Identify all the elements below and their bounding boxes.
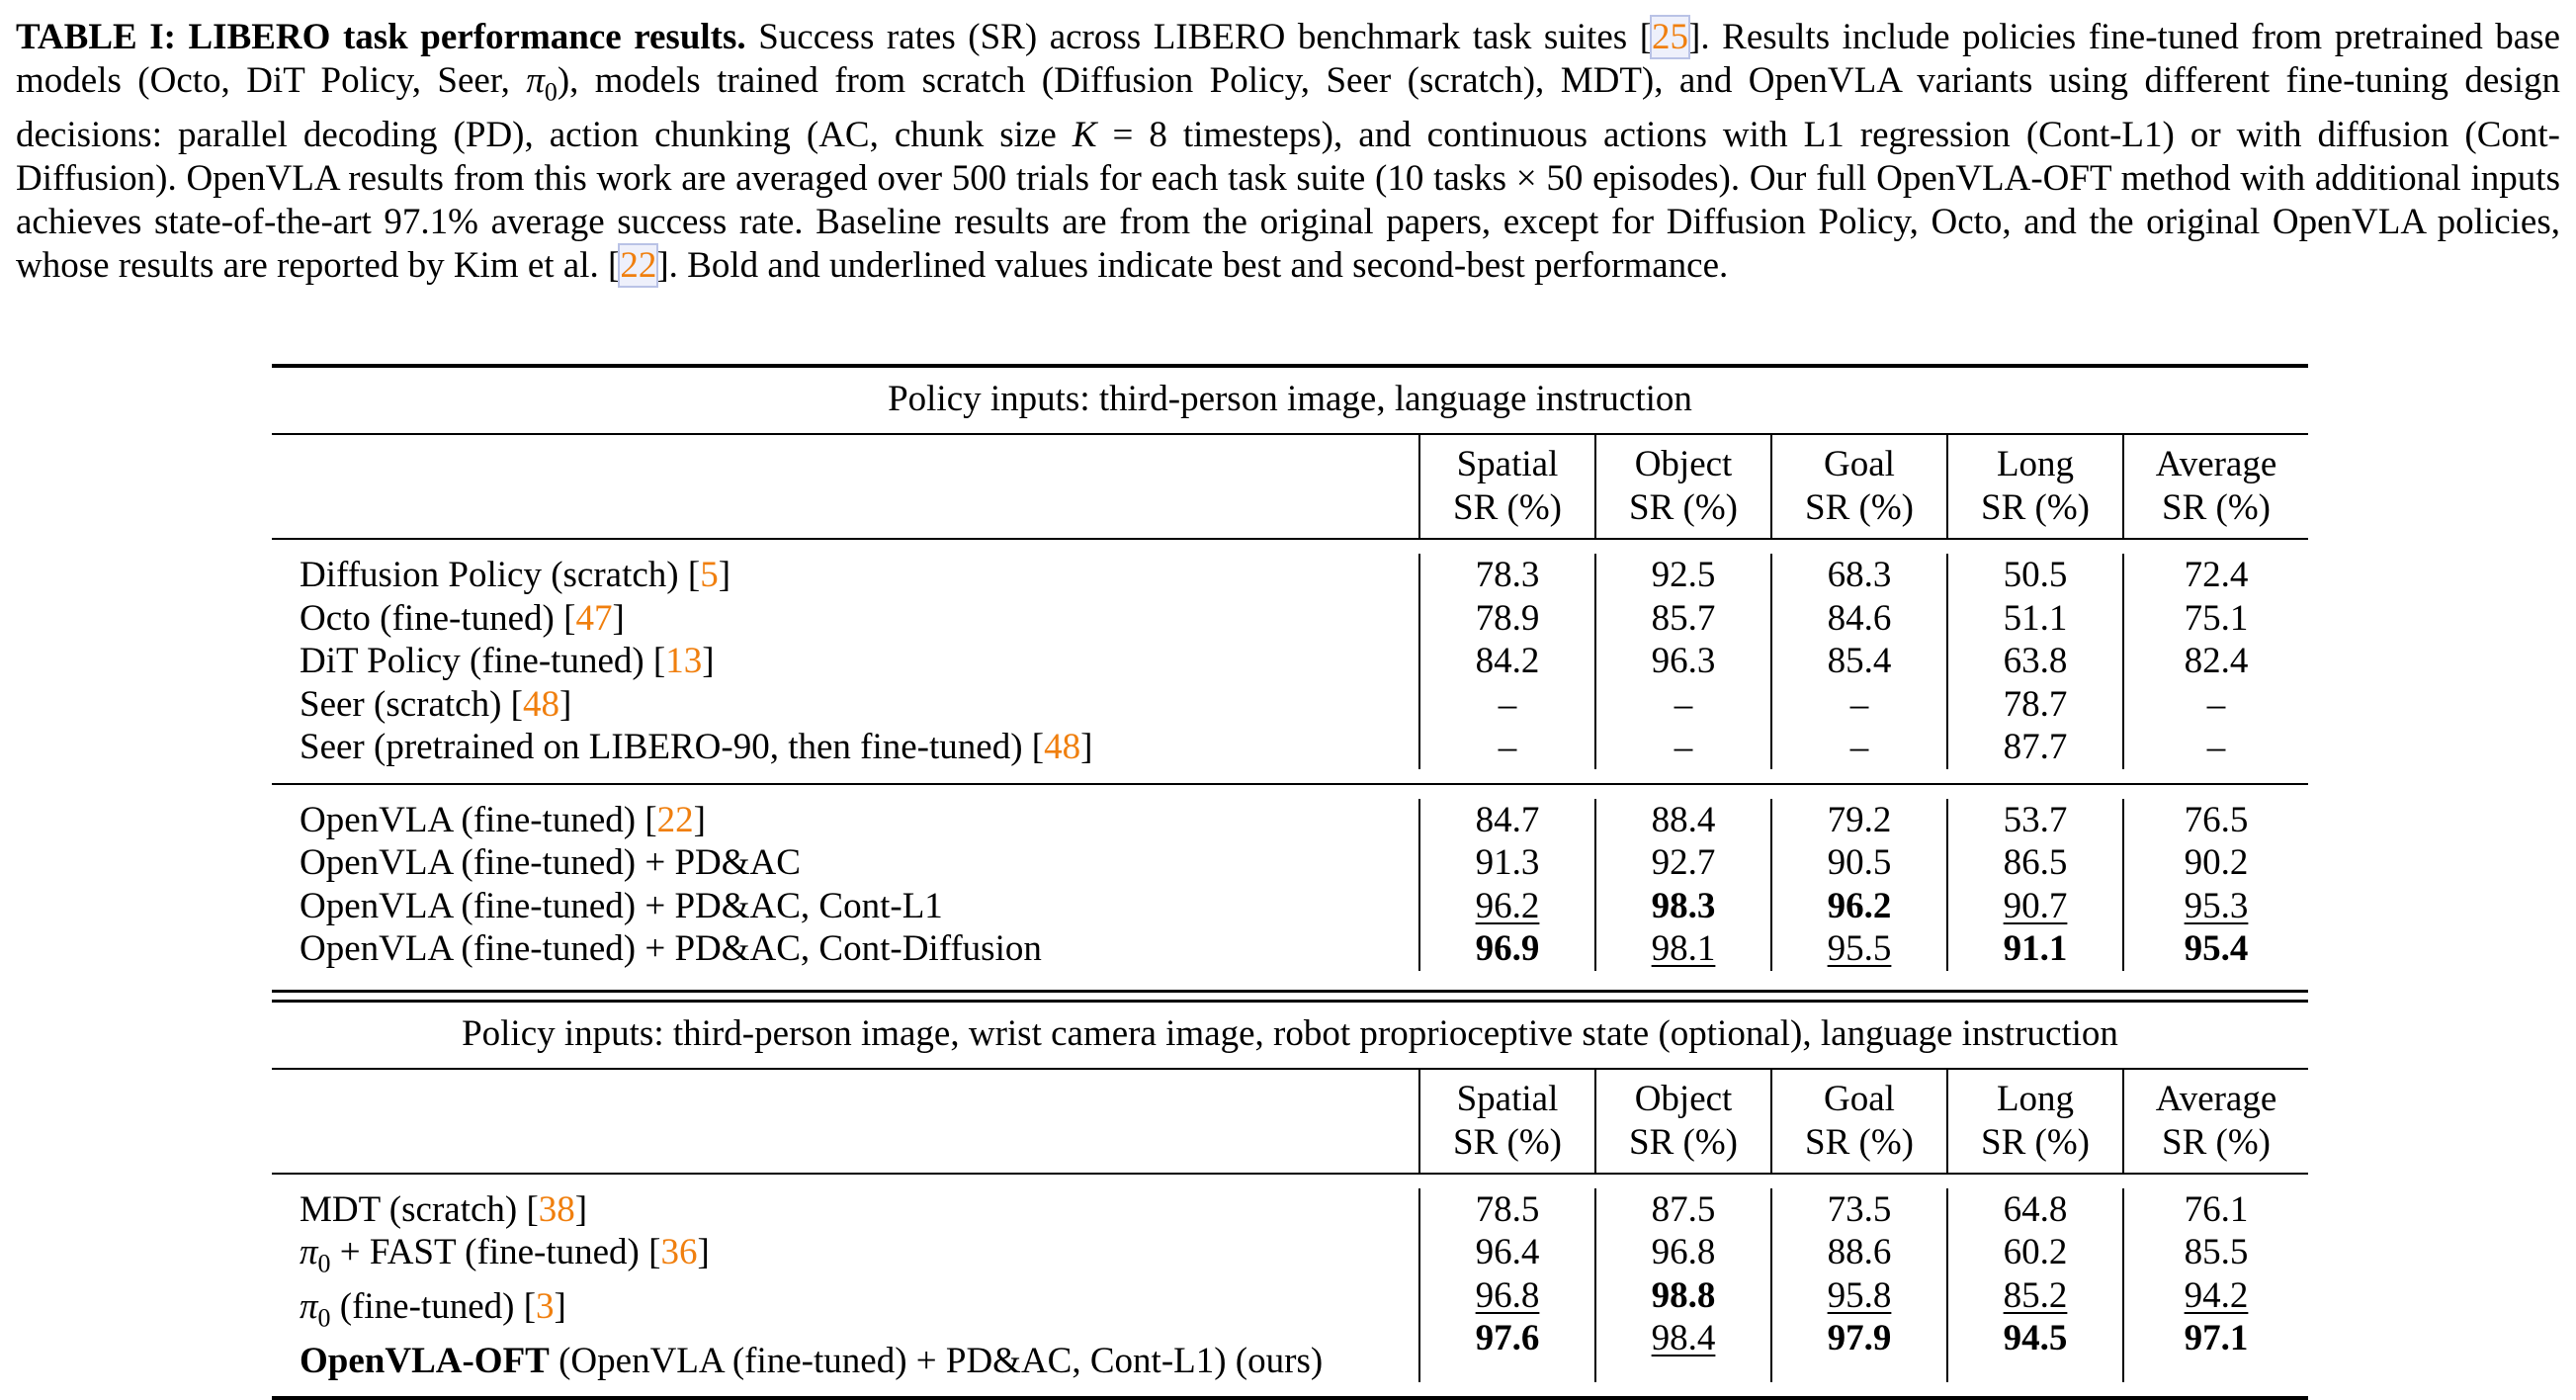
table-cell: [1948, 1274, 2122, 1318]
value-column: [1946, 554, 2122, 769]
value-column: [1418, 1188, 1594, 1383]
cell-value: 76.1: [2184, 1188, 2249, 1230]
table-cell: [1596, 726, 1770, 769]
table-cell: [1948, 597, 2122, 641]
cell-value: 98.4: [1651, 1318, 1716, 1358]
citation-link[interactable]: 3: [536, 1285, 555, 1327]
table-cell: [1420, 597, 1594, 641]
cell-value: 60.2: [2003, 1232, 2068, 1272]
cell-value: 76.5: [2184, 799, 2249, 840]
value-column: [1594, 799, 1770, 971]
table-cell: [1948, 799, 2122, 842]
method-name: Octo (fine-tuned) [: [300, 597, 576, 639]
cell-value: 87.7: [2003, 727, 2068, 767]
table-cell: [2124, 726, 2308, 769]
method-name: Diffusion Policy (scratch) [: [300, 555, 701, 595]
value-column: [2122, 799, 2308, 971]
column-header: [1594, 435, 1770, 538]
table-cell: [1420, 799, 1594, 842]
table-cell: [1596, 799, 1770, 842]
table-cell: [1772, 1188, 1946, 1232]
table-cell: [1948, 1231, 2122, 1274]
table-cell: [1772, 597, 1946, 641]
column-header: [1946, 435, 2122, 538]
method-name: + FAST (fine-tuned) [: [330, 1232, 661, 1272]
column-header: [1946, 1070, 2122, 1173]
table-cell: [1596, 1274, 1770, 1318]
cell-value: 84.7: [1475, 799, 1540, 840]
column-header: [1418, 435, 1594, 538]
table-cell: [1420, 885, 1594, 928]
cell-value: 64.8: [2003, 1188, 2068, 1230]
table-cell: [1420, 1231, 1594, 1274]
table-cell: [1596, 1317, 1770, 1360]
cell-value: 88.6: [1827, 1232, 1892, 1272]
table-cell: [1596, 841, 1770, 885]
method-name-bold: OpenVLA-OFT: [300, 1340, 550, 1381]
cell-value: 78.3: [1475, 555, 1540, 595]
cell-value: 91.3: [1475, 842, 1540, 883]
method-name: MDT (scratch) [: [300, 1188, 539, 1230]
value-column: [1946, 1188, 2122, 1383]
table-cell: [1772, 640, 1946, 683]
row-label: [272, 683, 1418, 727]
table-cell: [1948, 554, 2122, 597]
table-cell: [1772, 1317, 1946, 1360]
cell-value: 97.6: [1475, 1318, 1540, 1358]
table-cell: [1420, 841, 1594, 885]
row-label: [272, 554, 1418, 597]
value-column: [1594, 1188, 1770, 1383]
value-column: [1770, 1188, 1946, 1383]
method-name: (fine-tuned) [: [330, 1285, 537, 1327]
row-label: [272, 1285, 1418, 1340]
row-label: [272, 1231, 1418, 1285]
cell-value: 95.3: [2184, 885, 2249, 926]
section1-group2: [272, 785, 2308, 985]
column-header-line2: SR (%): [1629, 487, 1738, 528]
row-label: [272, 841, 1418, 885]
cell-value: 94.5: [2003, 1318, 2068, 1358]
table-cell: [1596, 927, 1770, 971]
cell-value: 73.5: [1827, 1188, 1892, 1230]
column-header: [1770, 1070, 1946, 1173]
table-cell: [1948, 726, 2122, 769]
citation-close: ]: [718, 555, 731, 595]
method-name: OpenVLA (fine-tuned) + PD&AC: [300, 842, 801, 883]
citation-link[interactable]: 5: [700, 555, 719, 595]
cell-value: 90.5: [1827, 842, 1892, 883]
cell-value: 98.1: [1651, 928, 1716, 969]
table-bottom-rule: [272, 1396, 2308, 1400]
value-column: [2122, 1188, 2308, 1383]
table-cell: [2124, 1274, 2308, 1318]
cell-value: 86.5: [2003, 842, 2068, 883]
cell-value: 96.2: [1475, 885, 1540, 926]
table-cell: [2124, 1317, 2308, 1360]
section1-title: Policy inputs: third-person image, language instruction: [888, 379, 1692, 419]
cell-value: 85.4: [1827, 641, 1892, 681]
column-header-line2: SR (%): [1453, 1121, 1562, 1163]
table-cell: [1596, 885, 1770, 928]
pi-symbol: $\pi_0$: [300, 1232, 331, 1278]
cell-value: 84.6: [1827, 597, 1892, 639]
table-cell: [1772, 1231, 1946, 1274]
cell-value: 68.3: [1827, 555, 1892, 595]
table-cell: [1420, 640, 1594, 683]
citation-link[interactable]: 36: [660, 1232, 698, 1272]
column-header-line1: Long: [1996, 444, 2075, 484]
column-header: [1594, 1070, 1770, 1173]
cell-value: 96.8: [1475, 1274, 1540, 1316]
table-cell: [1948, 927, 2122, 971]
pi-symbol: $\pi_0$: [526, 60, 558, 107]
results-table: [272, 364, 2308, 1400]
cell-value: 96.2: [1827, 885, 1892, 926]
cell-value: 96.4: [1475, 1232, 1540, 1272]
column-header-line1: Spatial: [1456, 444, 1559, 484]
citation-close: ]: [554, 1285, 566, 1327]
column-header-line2: SR (%): [1805, 487, 1914, 528]
column-header-line2: SR (%): [2162, 487, 2271, 528]
column-header-line2: SR (%): [2162, 1121, 2271, 1163]
value-column: [2122, 554, 2308, 769]
table-cell: [1596, 683, 1770, 727]
cell-value: –: [2206, 727, 2226, 767]
table-cell: [1772, 554, 1946, 597]
citation-link[interactable]: 13: [665, 641, 703, 681]
section2-title: Policy inputs: third-person image, wrist camera image, robot proprioceptive state (optional), language instruction: [462, 1012, 2118, 1054]
column-header: [2122, 435, 2308, 538]
value-column: [1418, 799, 1594, 971]
value-column: [1946, 799, 2122, 971]
column-header-line1: Average: [2155, 1078, 2277, 1119]
table-cell: [1420, 1317, 1594, 1360]
column-header-line2: SR (%): [1453, 487, 1562, 528]
table-cell: [1948, 841, 2122, 885]
header-empty: [272, 1070, 1418, 1173]
row-label: [272, 1340, 1418, 1383]
cell-value: –: [1674, 727, 1693, 767]
row-names: [272, 1188, 1418, 1383]
table-cell: [1948, 885, 2122, 928]
column-header-line2: SR (%): [1629, 1121, 1738, 1163]
table-cell: [1948, 1317, 2122, 1360]
table-cell: [2124, 683, 2308, 727]
citation-link[interactable]: 25: [1652, 17, 1689, 57]
column-header-line2: SR (%): [1805, 1121, 1914, 1163]
section2-header: [272, 1070, 2308, 1173]
table-cell: [1772, 1274, 1946, 1318]
cell-value: 98.3: [1651, 885, 1716, 926]
cell-value: 90.7: [2003, 885, 2068, 926]
cell-value: –: [1849, 683, 1869, 725]
cell-value: 95.8: [1827, 1274, 1892, 1316]
cell-value: 84.2: [1475, 641, 1540, 681]
k-variable: K: [1072, 115, 1097, 156]
section1-header: [272, 435, 2308, 538]
table-cell: [1772, 683, 1946, 727]
cell-value: –: [2206, 683, 2226, 725]
column-header-line1: Goal: [1824, 444, 1895, 484]
cell-value: 85.5: [2184, 1232, 2249, 1272]
header-empty: [272, 435, 1418, 538]
method-name: DiT Policy (fine-tuned) [: [300, 641, 666, 681]
cell-value: 63.8: [2003, 641, 2068, 681]
cell-value: 53.7: [2003, 799, 2068, 840]
cell-value: 72.4: [2184, 555, 2249, 595]
table-cell: [1596, 1188, 1770, 1232]
cell-value: 97.9: [1827, 1318, 1892, 1358]
citation-close: ]: [1080, 727, 1093, 767]
column-header-line1: Long: [1996, 1078, 2075, 1119]
cell-value: –: [1498, 683, 1517, 725]
citation-close: ]: [702, 641, 715, 681]
cell-value: 91.1: [2003, 928, 2068, 969]
table-cell: [1596, 1231, 1770, 1274]
citation-link[interactable]: 22: [620, 245, 657, 287]
pi-symbol: $\pi_0$: [300, 1285, 331, 1333]
column-header: [1770, 435, 1946, 538]
cell-value: 82.4: [2184, 641, 2249, 681]
citation-close: ]: [574, 1188, 588, 1230]
cell-value: 90.2: [2184, 842, 2249, 883]
table-cell: [1948, 1188, 2122, 1232]
table-cell: [2124, 1188, 2308, 1232]
method-name: OpenVLA (fine-tuned) + PD&AC, Cont-L1: [300, 885, 943, 926]
table-cell: [1420, 1188, 1594, 1232]
table-cell: [2124, 554, 2308, 597]
row-label: [272, 1188, 1418, 1232]
row-label: [272, 597, 1418, 641]
column-header-line1: Spatial: [1456, 1078, 1559, 1119]
row-label: [272, 726, 1418, 769]
cell-value: 78.7: [2003, 683, 2068, 725]
column-header: [2122, 1070, 2308, 1173]
column-header-line1: Object: [1634, 444, 1733, 484]
table-cell: [2124, 1231, 2308, 1274]
cell-value: 96.3: [1651, 641, 1716, 681]
column-header-line2: SR (%): [1981, 1121, 2090, 1163]
citation-link[interactable]: 48: [522, 683, 559, 725]
citation-link[interactable]: 38: [538, 1188, 575, 1230]
table-cell: [1596, 597, 1770, 641]
table-cell: [1420, 927, 1594, 971]
table-cell: [1420, 554, 1594, 597]
table-cell: [1948, 640, 2122, 683]
cell-value: –: [1849, 727, 1869, 767]
cell-value: 51.1: [2003, 597, 2068, 639]
cell-value: 92.7: [1651, 842, 1716, 883]
table-cell: [1772, 927, 1946, 971]
cell-value: 85.7: [1651, 597, 1716, 639]
cell-value: –: [1498, 727, 1517, 767]
table-cell: [2124, 799, 2308, 842]
method-name: OpenVLA (fine-tuned) [: [300, 799, 657, 840]
cell-value: 92.5: [1651, 555, 1716, 595]
column-header-line1: Average: [2155, 444, 2277, 484]
row-names: [272, 799, 1418, 971]
column-header-line1: Object: [1634, 1078, 1733, 1119]
cell-value: 78.9: [1475, 597, 1540, 639]
table-cell: [1420, 1274, 1594, 1318]
double-rule: [272, 990, 2308, 993]
cell-value: 96.8: [1651, 1232, 1716, 1272]
cell-value: –: [1674, 683, 1693, 725]
value-column: [1418, 554, 1594, 769]
citation-close: ]: [558, 683, 572, 725]
table-cell: [2124, 640, 2308, 683]
cell-value: 95.5: [1827, 928, 1892, 969]
method-name: OpenVLA (fine-tuned) + PD&AC, Cont-Diffusion: [300, 928, 1042, 969]
cell-value: 50.5: [2003, 555, 2068, 595]
table-cell: [1596, 554, 1770, 597]
column-header-line1: Goal: [1824, 1078, 1895, 1119]
citation-close: ]: [612, 597, 625, 639]
caption-text: Success rates (SR) across LIBERO benchmark task suites [: [745, 17, 1653, 57]
cell-value: 97.1: [2184, 1318, 2249, 1358]
row-names: [272, 554, 1418, 769]
citation-close: ]: [693, 799, 706, 840]
row-label: [272, 885, 1418, 928]
table-cell: [1420, 726, 1594, 769]
cell-value: 78.5: [1475, 1188, 1540, 1230]
cell-value: 87.5: [1651, 1188, 1716, 1230]
row-label: [272, 799, 1418, 842]
table-cell: [1596, 640, 1770, 683]
cell-value: 88.4: [1651, 799, 1716, 840]
table-cell: [1948, 683, 2122, 727]
table-cell: [2124, 927, 2308, 971]
table-cell: [2124, 841, 2308, 885]
caption-label: TABLE I: LIBERO task performance results.: [16, 17, 746, 57]
citation-close: ]: [697, 1232, 710, 1272]
table-cell: [2124, 597, 2308, 641]
citation-link[interactable]: 47: [575, 597, 613, 639]
cell-value: 79.2: [1827, 799, 1892, 840]
citation-link[interactable]: 48: [1044, 727, 1081, 767]
value-column: [1770, 554, 1946, 769]
table-cell: [1772, 841, 1946, 885]
method-name: Seer (scratch) [: [300, 683, 523, 725]
cell-value: 85.2: [2003, 1274, 2068, 1316]
table-cell: [1420, 683, 1594, 727]
column-header-line2: SR (%): [1981, 487, 2090, 528]
row-label: [272, 927, 1418, 971]
table-cell: [1772, 885, 1946, 928]
method-name: Seer (pretrained on LIBERO-90, then fine-tuned) [: [300, 727, 1045, 767]
value-column: [1594, 554, 1770, 769]
cell-value: 98.8: [1651, 1274, 1716, 1316]
table-cell: [1772, 799, 1946, 842]
table-caption: TABLE I: LIBERO task performance results. Success rates (SR) across LIBERO benchmark task suites [25]. Results include policies fine-tuned from pretrained base models (Octo, DiT Policy, Seer, $\pi_0$), models trained from scratch (Diffusion Policy, Seer (scratch), MDT), and OpenVLA variants using different fine-tuning design decisions: parallel decoding (PD), action chunking (AC, chunk size K = 8 timesteps), and continuous actions with L1 regression (Cont-L1) or with diffusion (Cont-Diffusion). OpenVLA results from this work are averaged over 500 trials for each task suite (10 tasks × 50 episodes). Our full OpenVLA-OFT method with additional inputs achieves state-of-the-art 97.1% average success rate. Baseline results are from the original papers, except for Diffusion Policy, Octo, and the original OpenVLA policies, whose results are reported by Kim et al. [22]. Bold and underlined values indicate best and second-best performance.: [16, 17, 2560, 287]
value-column: [1770, 799, 1946, 971]
section2-rows: [272, 1175, 2308, 1397]
table-cell: [1772, 726, 1946, 769]
column-header: [1418, 1070, 1594, 1173]
table-cell: [2124, 885, 2308, 928]
method-name: (OpenVLA (fine-tuned) + PD&AC, Cont-L1) (ours): [549, 1340, 1324, 1381]
cell-value: 75.1: [2184, 597, 2249, 639]
cell-value: 96.9: [1475, 928, 1540, 969]
section1-group1: [272, 540, 2308, 783]
cell-value: 95.4: [2184, 928, 2249, 969]
row-label: [272, 640, 1418, 683]
citation-link[interactable]: 22: [656, 799, 694, 840]
cell-value: 94.2: [2184, 1274, 2249, 1316]
